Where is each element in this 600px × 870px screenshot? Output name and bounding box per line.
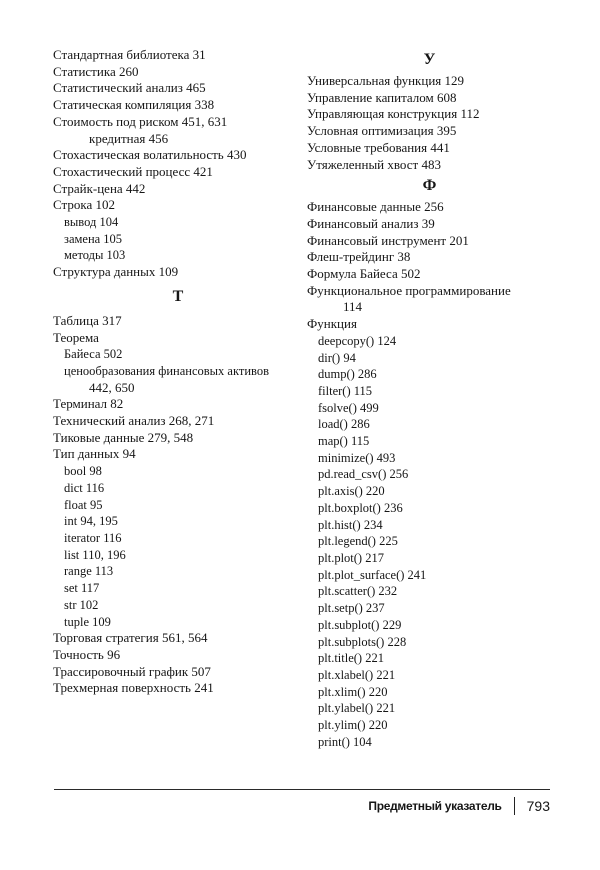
index-entry: Тип данных 94	[53, 446, 136, 462]
index-subentry: plt.xlim() 220	[318, 684, 388, 699]
index-subentry: tuple 109	[64, 614, 111, 629]
index-entry: Трассировочный график 507	[53, 663, 211, 679]
index-subentry: plt.title() 221	[318, 651, 384, 666]
index-entry: Функциональное программирование	[307, 282, 511, 298]
index-subentry: fsolve() 499	[318, 400, 379, 415]
index-entry: Торговая стратегия 561, 564	[53, 630, 208, 646]
index-subentry: plt.ylabel() 221	[318, 701, 396, 716]
index-subentry: load() 286	[318, 417, 370, 432]
index-entry: Точность 96	[53, 646, 121, 662]
index-subentry: dump() 286	[318, 367, 377, 382]
index-subentry: методы 103	[64, 248, 126, 263]
footer-rule	[54, 789, 550, 790]
index-entry: Страйк-цена 442	[53, 180, 146, 196]
index-subentry: Байеса 502	[64, 347, 123, 362]
index-subentry: deepcopy() 124	[318, 333, 397, 348]
index-entry: Терминал 82	[53, 396, 124, 412]
index-subentry: plt.setp() 237	[318, 601, 385, 616]
index-entry: Флеш-трейдинг 38	[307, 249, 411, 265]
index-column-right	[307, 47, 552, 750]
index-subentry: plt.hist() 234	[318, 517, 383, 532]
index-entry: Стохастический процесс 421	[53, 163, 213, 179]
index-entry: Финансовые данные 256	[307, 199, 444, 215]
index-subentry: plt.plot_surface() 241	[318, 567, 427, 582]
index-entry: Строка 102	[53, 197, 115, 213]
index-subentry: int 94, 195	[64, 514, 118, 529]
index-entry: Стохастическая волатильность 430	[53, 147, 247, 163]
index-subentry: plt.subplot() 229	[318, 617, 402, 632]
section-letter-heading: Т	[172, 287, 184, 305]
index-entry: Функция	[307, 316, 357, 332]
footer-separator	[514, 797, 515, 815]
index-subentry: plt.axis() 220	[318, 484, 385, 499]
index-entry: Утяжеленный хвост 483	[307, 156, 441, 172]
index-entry: Формула Байеса 502	[307, 266, 421, 282]
index-subentry: dict 116	[64, 480, 105, 495]
index-subentry: замена 105	[64, 231, 123, 246]
index-subentry: pd.read_csv() 256	[318, 467, 409, 482]
index-column-left	[53, 47, 303, 697]
footer-title: Предметный указатель	[368, 799, 502, 813]
index-subentry: print() 104	[318, 734, 372, 749]
index-subentry: minimize() 493	[318, 450, 396, 465]
index-entry: Таблица 317	[53, 312, 122, 328]
index-entry: Трехмерная поверхность 241	[53, 680, 214, 696]
index-entry: Структура данных 109	[53, 264, 179, 280]
index-subentry: filter() 115	[318, 383, 373, 398]
index-subentry: str 102	[64, 597, 99, 612]
index-entry: Теорема	[53, 329, 99, 345]
index-subentry: plt.boxplot() 236	[318, 500, 403, 515]
index-subentry: float 95	[64, 497, 103, 512]
index-subentry: list 110, 196	[64, 547, 126, 562]
index-subentry: ценообразования финансовых активов	[64, 363, 270, 378]
index-entry: Универсальная функция 129	[307, 73, 465, 88]
index-entry: Финансовый инструмент 201	[307, 232, 469, 248]
index-subentry: set 117	[64, 581, 100, 596]
page-number: 793	[526, 798, 550, 814]
index-entry: Статистика 260	[53, 63, 139, 79]
section-letter-heading: Ф	[422, 177, 437, 195]
index-entry-continuation: 442, 650	[89, 379, 135, 395]
page-footer	[368, 797, 550, 815]
index-subentry: plt.ylim() 220	[318, 718, 388, 733]
index-subentry: range 113	[64, 564, 114, 579]
index-subentry: plt.xlabel() 221	[318, 667, 396, 682]
index-entry-continuation: 114	[343, 299, 363, 315]
index-entry: Статистический анализ 465	[53, 80, 206, 96]
index-entry: Управляющая конструкция 112	[307, 106, 480, 122]
index-subentry: map() 115	[318, 434, 370, 449]
index-subentry: plt.subplots() 228	[318, 634, 407, 649]
index-subentry: plt.plot() 217	[318, 550, 384, 565]
index-subentry: вывод 104	[64, 215, 119, 230]
index-subentry: plt.legend() 225	[318, 534, 398, 549]
index-subentry: iterator 116	[64, 530, 122, 545]
index-entry: Стандартная библиотека 31	[53, 47, 206, 62]
index-entry: Условные требования 441	[307, 139, 450, 155]
index-entry: Технический анализ 268, 271	[53, 413, 215, 429]
index-entry: Стоимость под риском 451, 631	[53, 113, 228, 129]
index-subentry: plt.scatter() 232	[318, 584, 398, 599]
index-subentry: bool 98	[64, 464, 102, 479]
index-entry: Финансовый анализ 39	[307, 215, 435, 231]
index-entry: Статическая компиляция 338	[53, 97, 215, 113]
section-letter-heading: У	[423, 51, 436, 68]
index-entry: Тиковые данные 279, 548	[53, 429, 194, 445]
index-entry: Условная оптимизация 395	[307, 123, 457, 139]
index-entry-continuation: кредитная 456	[89, 130, 169, 146]
index-subentry: dir() 94	[318, 350, 356, 365]
index-entry: Управление капиталом 608	[307, 89, 457, 105]
